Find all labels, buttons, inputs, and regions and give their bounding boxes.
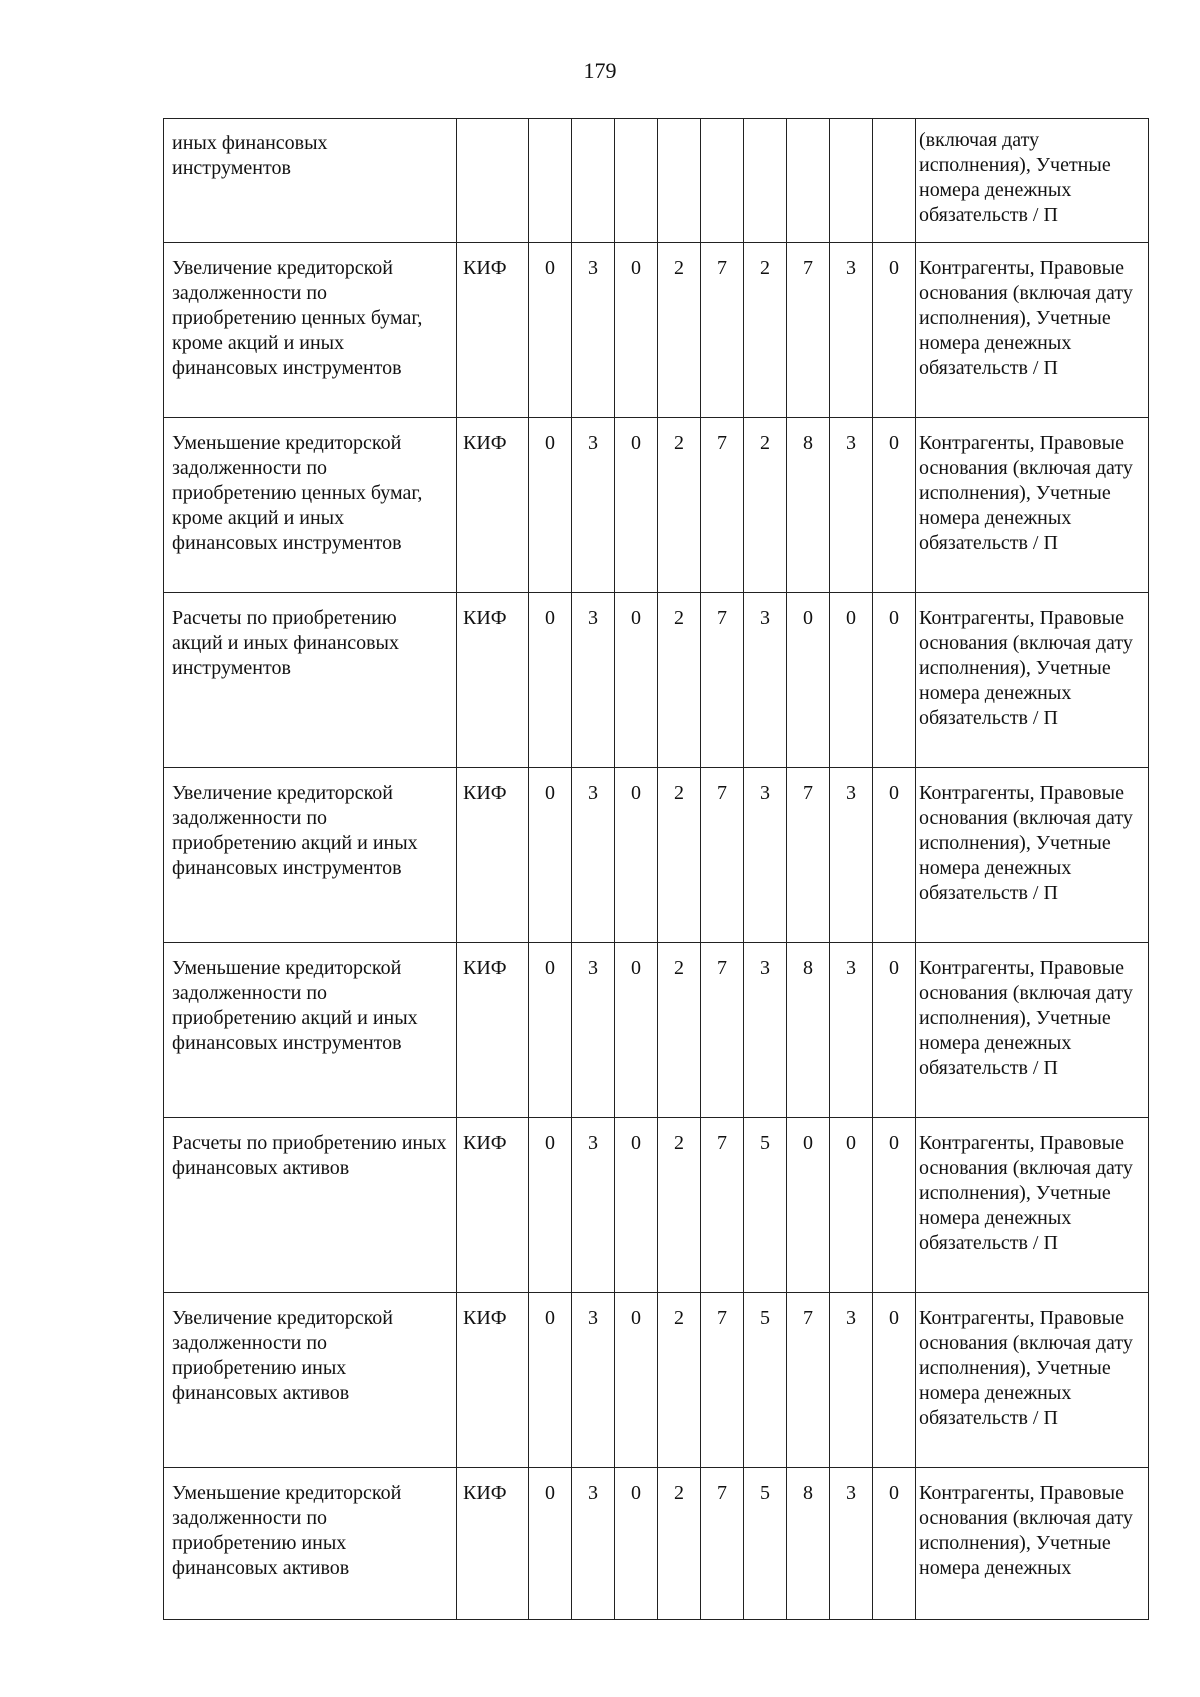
row-digit: 0 [873,1468,916,1620]
row-digit: 3 [744,943,787,1118]
row-digit: 8 [787,1468,830,1620]
row-code: КИФ [457,418,529,593]
row-digit: 7 [701,1468,744,1620]
row-digit [873,119,916,243]
row-digit: 3 [572,243,615,418]
row-digit: 3 [830,768,873,943]
row-digit: 0 [873,593,916,768]
row-digit: 2 [744,418,787,593]
row-digit: 0 [787,1118,830,1293]
page-number: 179 [583,58,617,83]
row-digit: 7 [787,243,830,418]
row-digit: 5 [744,1118,787,1293]
row-digit: 3 [572,768,615,943]
row-digit: 0 [873,1293,916,1468]
row-digit: 3 [572,943,615,1118]
row-digit: 3 [830,1468,873,1620]
row-digit: 0 [615,1468,658,1620]
row-digit: 0 [615,1293,658,1468]
row-digit: 2 [658,943,701,1118]
row-description: Увеличение кредиторской задолженности по приобретению ценных бумаг, кроме акций и иных финансовых инструментов [164,243,457,418]
row-digit: 7 [787,768,830,943]
row-code: КИФ [457,1293,529,1468]
row-digit: 0 [873,943,916,1118]
row-analytics: Контрагенты, Правовые основания (включая дату исполнения), Учетные номера денежных обязательств / П [916,243,1149,418]
table-row [164,1118,1149,1293]
row-description: Уменьшение кредиторской задолженности по приобретению ценных бумаг, кроме акций и иных финансовых инструментов [164,418,457,593]
row-digit: 2 [658,593,701,768]
row-analytics: Контрагенты, Правовые основания (включая дату исполнения), Учетные номера денежных [916,1468,1149,1620]
row-digit: 0 [529,943,572,1118]
row-digit: 3 [572,1468,615,1620]
row-description: Увеличение кредиторской задолженности по приобретению иных финансовых активов [164,1293,457,1468]
table-body [164,119,1149,1620]
row-digit: 0 [529,1293,572,1468]
row-digit: 0 [873,1118,916,1293]
row-digit: 3 [830,943,873,1118]
row-digit: 2 [658,418,701,593]
row-digit: 0 [615,943,658,1118]
row-digit: 7 [787,1293,830,1468]
table-row [164,243,1149,418]
table-row [164,1468,1149,1620]
table-row [164,1293,1149,1468]
row-digit: 8 [787,418,830,593]
row-digit: 3 [572,593,615,768]
row-code: КИФ [457,593,529,768]
row-digit [701,119,744,243]
row-digit: 3 [744,768,787,943]
row-digit: 5 [744,1468,787,1620]
row-digit: 0 [615,418,658,593]
row-digit: 3 [830,418,873,593]
row-digit: 0 [615,1118,658,1293]
row-digit: 0 [615,768,658,943]
row-digit: 3 [744,593,787,768]
row-digit: 0 [529,593,572,768]
row-digit: 3 [572,1118,615,1293]
row-digit: 0 [873,418,916,593]
accounts-table [163,118,1149,1620]
table-row [164,768,1149,943]
row-digit [572,119,615,243]
row-digit: 0 [529,768,572,943]
row-analytics: Контрагенты, Правовые основания (включая дату исполнения), Учетные номера денежных обязательств / П [916,768,1149,943]
row-digit: 2 [744,243,787,418]
row-digit: 0 [529,1118,572,1293]
row-description: Уменьшение кредиторской задолженности по приобретению акций и иных финансовых инструментов [164,943,457,1118]
row-digit: 0 [615,243,658,418]
table-row [164,418,1149,593]
row-digit: 0 [873,243,916,418]
row-digit [658,119,701,243]
row-digit: 3 [572,418,615,593]
row-digit: 7 [701,418,744,593]
row-digit: 8 [787,943,830,1118]
row-description: иных финансовых инструментов [164,119,457,243]
row-code: КИФ [457,943,529,1118]
row-digit: 7 [701,768,744,943]
row-digit: 2 [658,1293,701,1468]
row-digit: 0 [529,1468,572,1620]
row-code: КИФ [457,243,529,418]
row-digit: 7 [701,243,744,418]
row-code: КИФ [457,1468,529,1620]
row-digit: 2 [658,243,701,418]
table-row [164,943,1149,1118]
row-code: КИФ [457,768,529,943]
row-code: КИФ [457,1118,529,1293]
row-digit: 0 [529,243,572,418]
row-digit: 0 [873,768,916,943]
table-row [164,119,1149,243]
row-digit: 7 [701,943,744,1118]
row-analytics: Контрагенты, Правовые основания (включая дату исполнения), Учетные номера денежных обязательств / П [916,943,1149,1118]
row-description: Расчеты по приобретению акций и иных финансовых инструментов [164,593,457,768]
table-row [164,593,1149,768]
row-analytics: Контрагенты, Правовые основания (включая дату исполнения), Учетные номера денежных обязательств / П [916,1118,1149,1293]
row-digit: 0 [787,593,830,768]
row-analytics: Контрагенты, Правовые основания (включая дату исполнения), Учетные номера денежных обязательств / П [916,418,1149,593]
row-digit: 0 [615,593,658,768]
row-code [457,119,529,243]
row-analytics: (включая дату исполнения), Учетные номера денежных обязательств / П [916,119,1149,243]
row-digit [744,119,787,243]
row-digit: 2 [658,1468,701,1620]
row-description: Расчеты по приобретению иных финансовых активов [164,1118,457,1293]
row-digit: 2 [658,1118,701,1293]
row-digit: 7 [701,1293,744,1468]
row-digit [830,119,873,243]
row-digit: 0 [830,1118,873,1293]
row-description: Уменьшение кредиторской задолженности по приобретению иных финансовых активов [164,1468,457,1620]
row-digit: 3 [830,1293,873,1468]
row-digit: 7 [701,593,744,768]
row-digit [615,119,658,243]
row-digit: 3 [830,243,873,418]
row-digit: 0 [529,418,572,593]
row-analytics: Контрагенты, Правовые основания (включая дату исполнения), Учетные номера денежных обязательств / П [916,1293,1149,1468]
row-digit: 0 [830,593,873,768]
row-digit [787,119,830,243]
row-digit: 3 [572,1293,615,1468]
row-description: Увеличение кредиторской задолженности по приобретению акций и иных финансовых инструментов [164,768,457,943]
row-digit: 7 [701,1118,744,1293]
row-digit: 5 [744,1293,787,1468]
row-digit [529,119,572,243]
row-analytics: Контрагенты, Правовые основания (включая дату исполнения), Учетные номера денежных обязательств / П [916,593,1149,768]
row-digit: 2 [658,768,701,943]
